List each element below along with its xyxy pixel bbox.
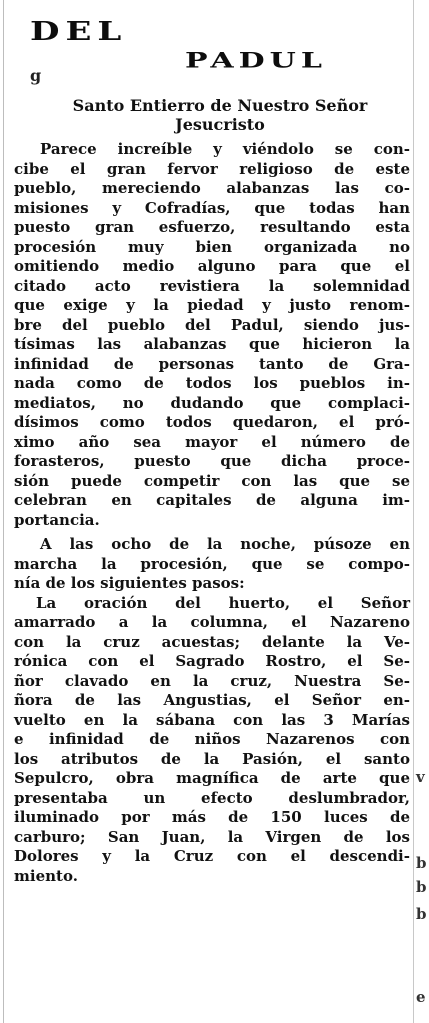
text-line: dísimos como todos quedaron, el pró-: [14, 413, 410, 431]
text-line: carburo; San Juan, la Virgen de los: [14, 827, 410, 846]
text-line: rónica con el Sagrado Rostro, el Se-: [14, 652, 410, 670]
text-line: celebran en capitales de alguna im-: [14, 491, 410, 509]
headline-line1: Santo Entierro de Nuestro Señor: [72, 96, 368, 115]
text-line: portancia.: [14, 510, 100, 529]
text-line: A las ocho de la noche, púsoze en: [40, 535, 410, 553]
text-line: ximo año sea mayor el número de: [14, 432, 410, 451]
text-line: omitiendo medio alguno para que el: [14, 257, 410, 275]
text-line: nía de los siguientes pasos:: [14, 574, 245, 592]
adjacent-column-fragment: b: [416, 854, 427, 872]
text-line: ñora de las Angustias, el Señor en-: [14, 691, 410, 709]
text-line: vuelto en la sábana con las 3 Marías: [14, 710, 410, 729]
text-line: con la cruz acuestas; delante la Ve-: [14, 632, 410, 651]
text-line: puesto gran esfuerzo, resultando esta: [14, 218, 410, 236]
text-line: misiones y Cofradías, que todas han: [14, 198, 410, 217]
text-line: nada como de todos los pueblos in-: [14, 374, 410, 392]
text-line: los atributos de la Pasión, el santo: [14, 749, 410, 768]
text-line: forasteros, puesto que dicha proce-: [14, 452, 410, 470]
text-line: Sepulcro, obra magnífica de arte que: [14, 769, 410, 787]
masthead-title-line2: PADUL: [185, 47, 327, 74]
adjacent-column-fragment: v: [416, 768, 425, 786]
headline-line2: Jesucristo: [175, 115, 265, 134]
text-line: e infinidad de niños Nazarenos con: [14, 730, 410, 748]
adjacent-column-fragment: b: [416, 878, 427, 896]
text-line: infinidad de personas tanto de Gra-: [14, 354, 410, 373]
text-line: iluminado por más de 150 luces de: [14, 808, 410, 826]
ink-smudge-letter: g: [30, 66, 42, 85]
paragraph-3: [14, 594, 410, 887]
text-line: miento.: [14, 866, 78, 885]
text-line: que exige y la piedad y justo renom-: [14, 296, 410, 314]
paragraph-1: [14, 140, 410, 530]
text-line: sión puede competir con las que se: [14, 471, 410, 490]
text-line: tísimas las alabanzas que hicieron la: [14, 335, 410, 353]
text-line: procesión muy bien organizada no: [14, 237, 410, 256]
text-line: citado acto revistiera la solemnidad: [14, 276, 410, 295]
adjacent-column-fragment: b: [416, 905, 427, 923]
text-line: mediatos, no dudando que complaci-: [14, 393, 410, 412]
text-line: pueblo, mereciendo alabanzas las co-: [14, 179, 410, 197]
text-line: ñor clavado en la cruz, Nuestra Se-: [14, 671, 410, 690]
text-line: marcha la procesión, que se compo-: [14, 554, 410, 573]
paragraph-2: [14, 535, 410, 594]
text-line: Dolores y la Cruz con el descendi-: [14, 847, 410, 865]
adjacent-column-fragment: e: [416, 988, 426, 1006]
text-line: presentaba un efecto deslumbrador,: [14, 788, 410, 807]
text-line: La oración del huerto, el Señor: [36, 593, 410, 612]
article-body: [14, 140, 410, 886]
text-line: Parece increíble y viéndolo se con-: [40, 140, 410, 158]
text-line: bre del pueblo del Padul, siendo jus-: [14, 315, 410, 334]
column-rule-right: [413, 0, 414, 1023]
text-line: cibe el gran fervor religioso de este: [14, 159, 410, 178]
masthead-title-line1: DEL: [30, 15, 128, 47]
column-rule-left: [3, 0, 4, 1023]
text-line: amarrado a la columna, el Nazareno: [14, 613, 410, 631]
article-headline: [40, 96, 400, 134]
